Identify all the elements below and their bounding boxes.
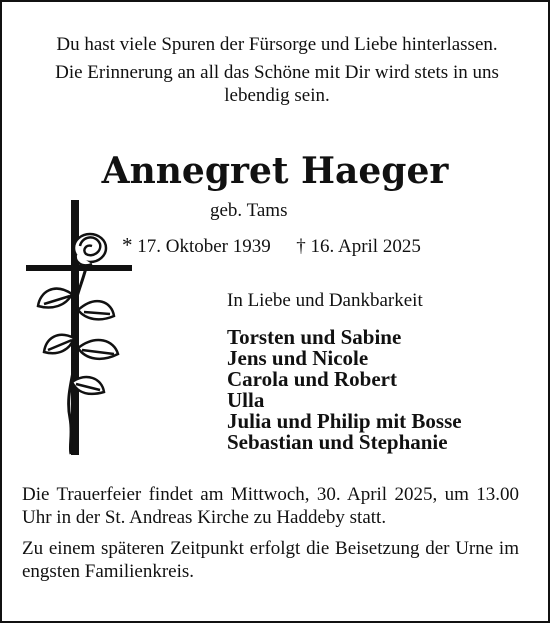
death-dagger-icon: †	[296, 236, 306, 257]
deceased-name: Annegret Haeger	[101, 150, 449, 192]
verse-line-1: Du hast viele Spuren der Fürsorge und Liebe hinterlassen.	[56, 34, 498, 55]
mourner-name: Jens und Nicole	[227, 346, 369, 370]
mourner-name: Ulla	[227, 388, 265, 412]
funeral-details	[22, 483, 519, 583]
life-dates	[122, 233, 452, 259]
death-date: 16. April 2025	[310, 236, 421, 257]
mourner-name: Julia und Philip mit Bosse	[227, 409, 462, 433]
birth-name: geb. Tams	[210, 200, 288, 221]
burial-info: Zu einem späteren Zeitpunkt erfolgt die Beisetzung der Urne im engsten Familienkreis.	[22, 538, 519, 582]
birth-star-icon: *	[122, 233, 133, 257]
cross-with-rose-icon	[24, 198, 134, 460]
birth-date: 17. Oktober 1939	[137, 236, 271, 257]
service-info: Die Trauerfeier findet am Mittwoch, 30. April 2025, um 13.00 Uhr in der St. Andreas Kirche zu Haddeby statt.	[22, 484, 519, 528]
mourner-name: Sebastian und Stephanie	[227, 430, 448, 454]
memorial-verse	[22, 33, 532, 107]
mourner-name: Carola und Robert	[227, 367, 397, 391]
mourners-section	[227, 289, 547, 453]
verse-line-2: Die Erinnerung an all das Schöne mit Dir wird stets in uns lebendig sein.	[55, 62, 499, 106]
mourners-intro: In Liebe und Dankbarkeit	[227, 290, 423, 311]
mourner-name: Torsten und Sabine	[227, 325, 402, 349]
